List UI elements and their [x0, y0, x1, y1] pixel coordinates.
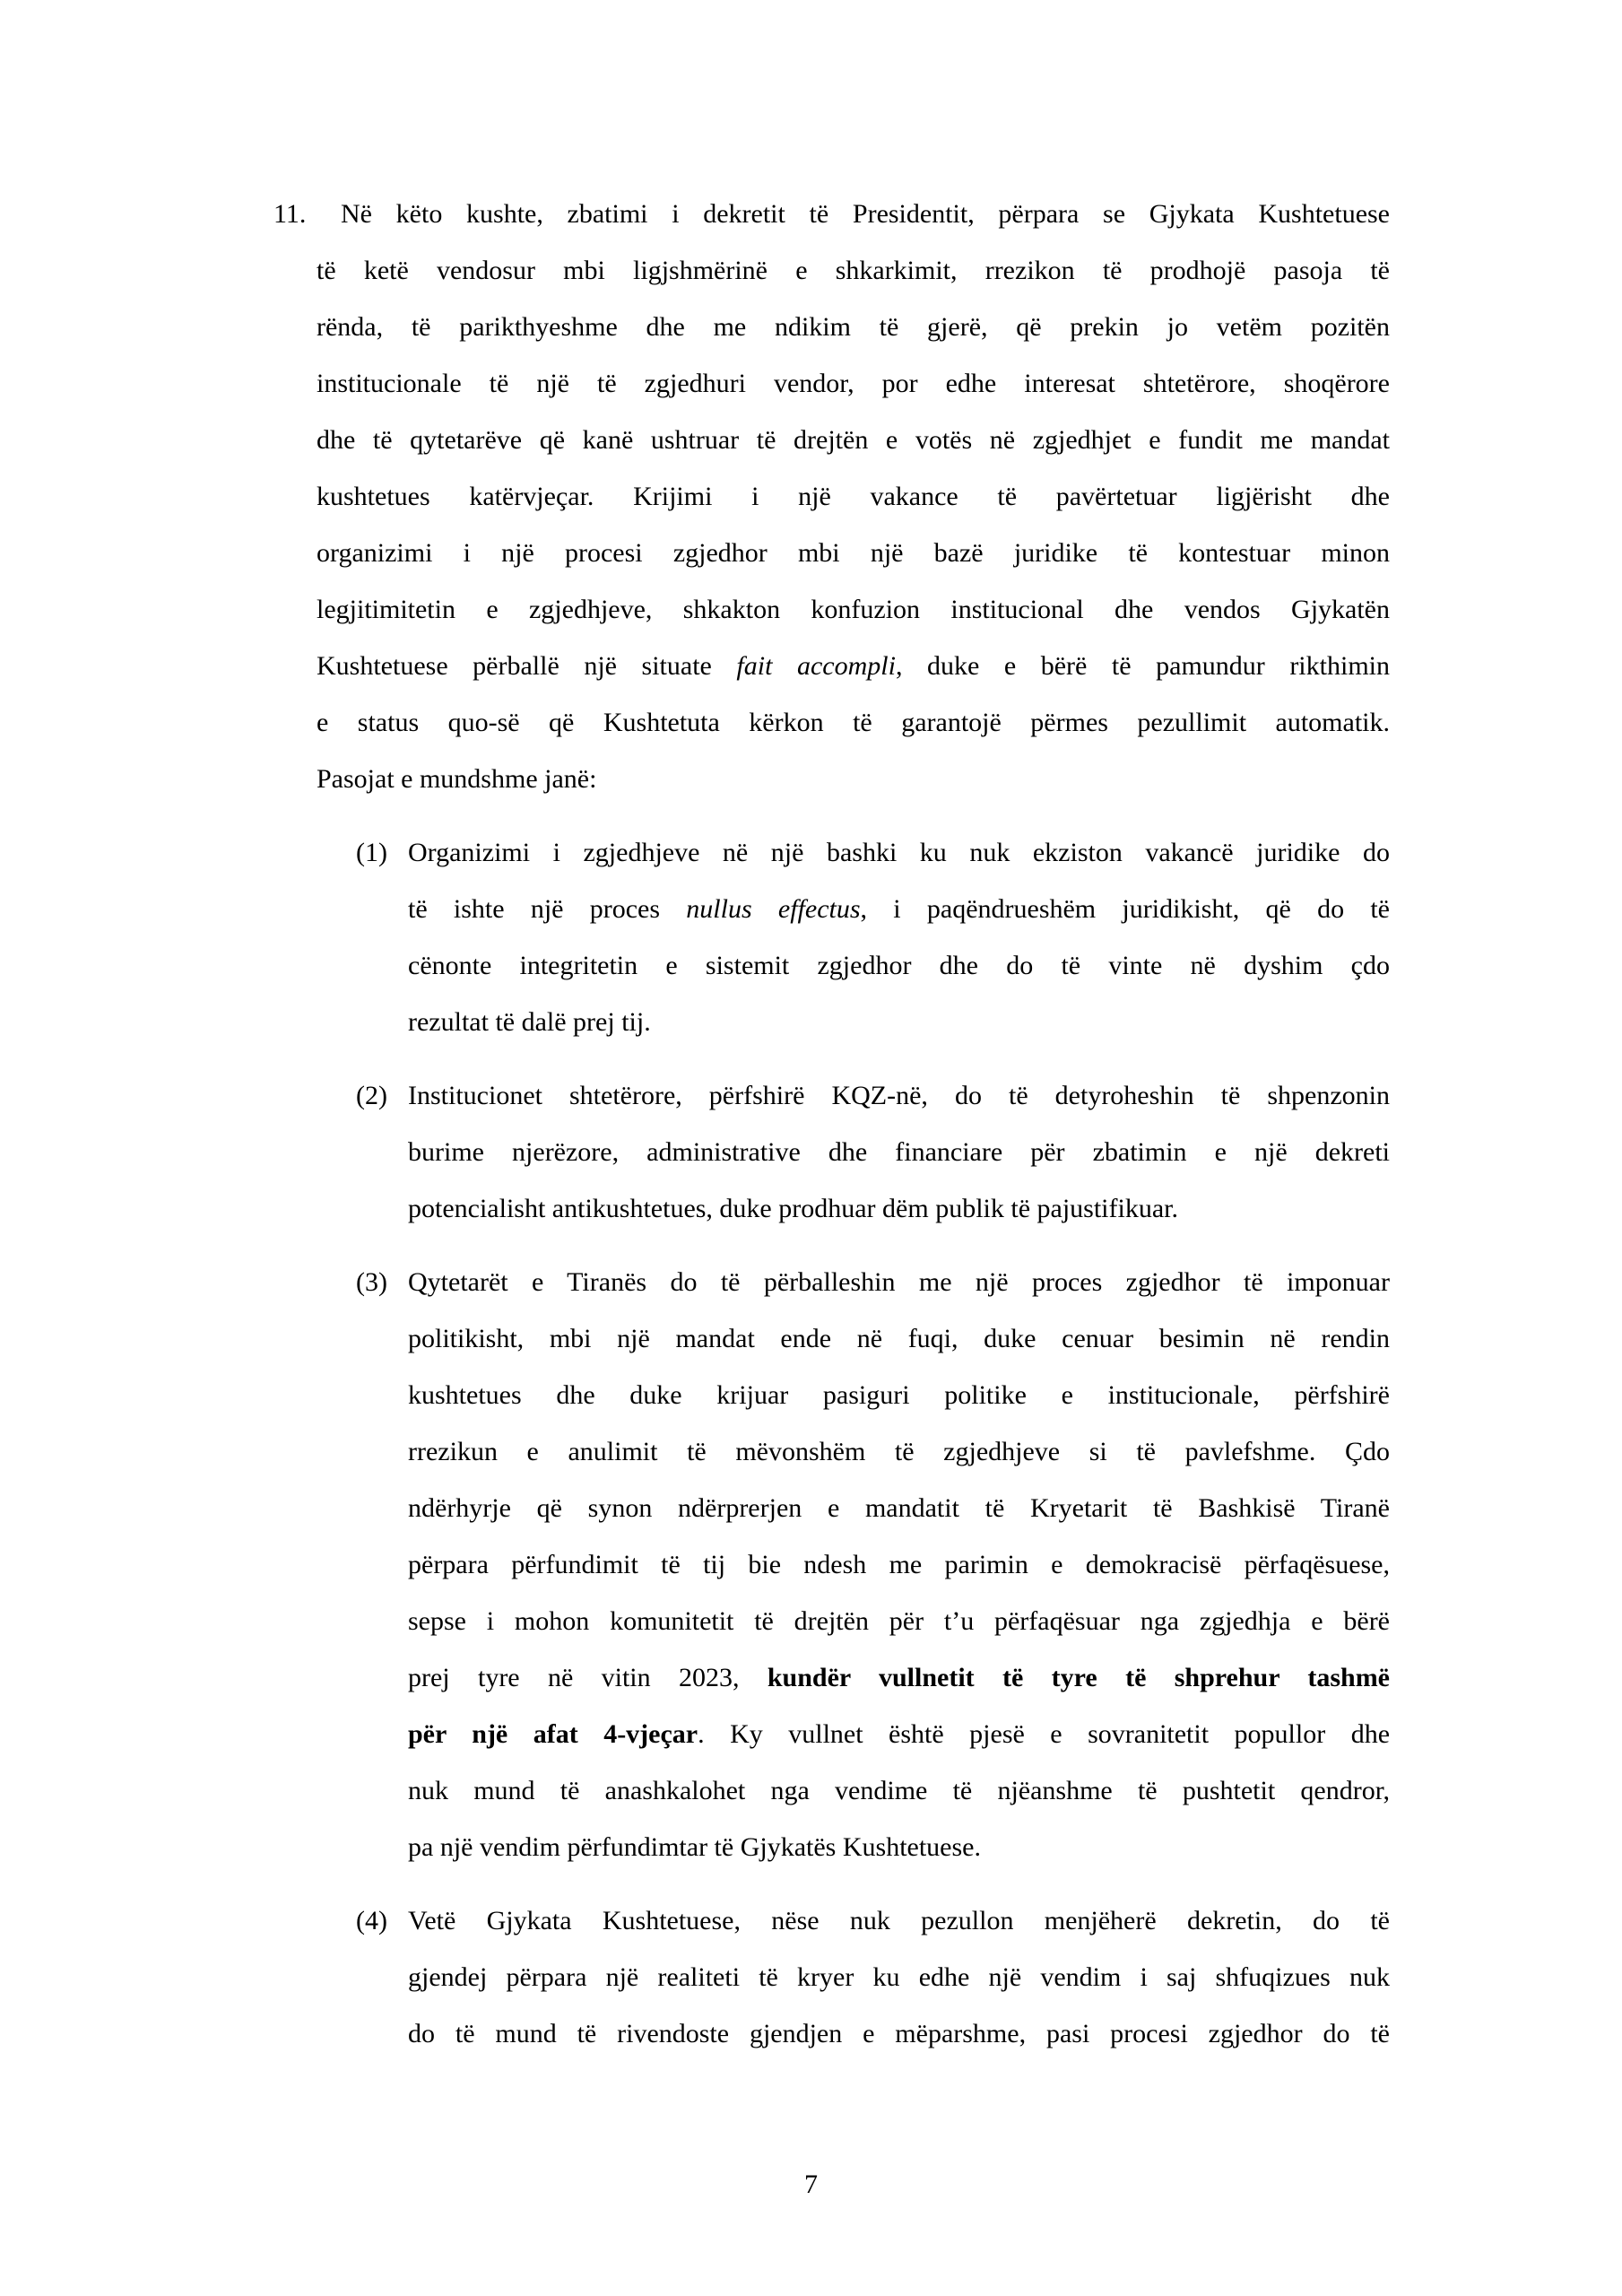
text-segment: gjendej përpara një realiteti të kryer ku edhe një vendim i saj shfuqizues nuk: [408, 1962, 1390, 1992]
text-segment: Organizimi i zgjedhjeve në një bashki ku nuk ekziston vakancë juridike do: [408, 838, 1390, 867]
text-line: [317, 186, 1390, 242]
italic-text-segment: nullus effectus: [686, 894, 861, 924]
text-line: [408, 1180, 1390, 1237]
text-line: [408, 1367, 1390, 1423]
text-segment: Pasojat e mundshme janë:: [317, 764, 597, 794]
text-line: [317, 299, 1390, 355]
list-item-marker: (2): [356, 1081, 387, 1110]
text-line: [408, 1593, 1390, 1649]
text-segment: pa një vendim përfundimtar të Gjykatës Kushtetuese.: [408, 1832, 981, 1862]
list-item: [356, 1254, 1390, 1875]
list-item: [356, 824, 1390, 1050]
text-line: [317, 468, 1390, 525]
list-item-marker: (1): [356, 838, 387, 867]
text-segment: , i paqëndrueshëm juridikisht, që do të: [860, 894, 1390, 924]
text-segment: do të mund të rivendoste gjendjen e mëparshme, pasi procesi zgjedhor do të: [408, 2019, 1390, 2048]
text-line: [408, 1480, 1390, 1536]
list-item-marker: (4): [356, 1906, 387, 1935]
text-line: [408, 1536, 1390, 1593]
text-segment: politikisht, mbi një mandat ende në fuqi, duke cenuar besimin në rendin: [408, 1324, 1390, 1353]
list-item: [273, 186, 1390, 807]
text-segment: rënda, të parikthyeshme dhe me ndikim të gjerë, që prekin jo vetëm pozitën: [317, 312, 1390, 342]
text-line: [317, 525, 1390, 581]
text-segment: potencialisht antikushtetues, duke prodhuar dëm publik të pajustifikuar.: [408, 1194, 1178, 1223]
text-segment: e status quo-së që Kushtetuta kërkon të garantojë përmes pezullimit automatik.: [317, 708, 1390, 737]
text-segment: të ketë vendosur mbi ligjshmërinë e shkarkimit, rrezikon të prodhojë pasoja të: [317, 256, 1390, 285]
text-line: [317, 242, 1390, 299]
page-number: 7: [804, 2170, 818, 2199]
text-line: [408, 1310, 1390, 1367]
text-line: [317, 355, 1390, 412]
bold-text-segment: për një afat 4-vjeçar: [408, 1719, 698, 1749]
text-line: [408, 937, 1390, 994]
text-line: [408, 1892, 1390, 1949]
text-segment: . Ky vullnet është pjesë e sovranitetit popullor dhe: [698, 1719, 1390, 1749]
text-line: [317, 638, 1390, 694]
text-segment: ndërhyrje që synon ndërprerjen e mandatit të Kryetarit të Bashkisë Tiranë: [408, 1493, 1390, 1523]
text-line: [408, 1254, 1390, 1310]
text-segment: Qytetarët e Tiranës do të përballeshin me një proces zgjedhor të imponuar: [408, 1267, 1390, 1297]
text-segment: institucionale të një të zgjedhuri vendor, por edhe interesat shtetërore, shoqërore: [317, 369, 1390, 398]
text-segment: kushtetues katërvjeçar. Krijimi i një vakance të pavërtetuar ligjërisht dhe: [317, 482, 1390, 511]
text-segment: Në këto kushte, zbatimi i dekretit të Presidentit, përpara se Gjykata Kushtetuese: [341, 199, 1390, 229]
text-segment: rezultat të dalë prej tij.: [408, 1007, 651, 1037]
text-line: [408, 1423, 1390, 1480]
text-segment: legjitimitetin e zgjedhjeve, shkakton konfuzion institucional dhe vendos Gjykatën: [317, 595, 1390, 624]
text-line: [408, 1819, 1390, 1875]
list-item: [356, 1067, 1390, 1237]
text-segment: të ishte një proces: [408, 894, 687, 924]
list-item-marker: 11.: [273, 199, 307, 229]
text-segment: kushtetues dhe duke krijuar pasiguri politike e institucionale, përfshirë: [408, 1380, 1390, 1410]
text-segment: Institucionet shtetërore, përfshirë KQZ-në, do të detyroheshin të shpenzonin: [408, 1081, 1390, 1110]
text-segment: prej tyre në vitin 2023,: [408, 1663, 768, 1692]
text-line: [408, 1067, 1390, 1124]
text-segment: burime njerëzore, administrative dhe financiare për zbatimin e një dekreti: [408, 1137, 1390, 1167]
text-line: [317, 412, 1390, 468]
italic-text-segment: fait accompli: [736, 651, 896, 681]
document-body: [0, 186, 1622, 2062]
text-segment: rrezikun e anulimit të mëvonshëm të zgjedhjeve si të pavlefshme. Çdo: [408, 1437, 1390, 1466]
text-line: [317, 694, 1390, 751]
text-segment: dhe të qytetarëve që kanë ushtruar të drejtën e votës në zgjedhjet e fundit me mandat: [317, 425, 1390, 455]
text-line: [408, 1124, 1390, 1180]
text-line: [408, 824, 1390, 881]
text-segment: sepse i mohon komunitetit të drejtën për t’u përfaqësuar nga zgjedhja e bërë: [408, 1606, 1390, 1636]
text-line: [408, 2005, 1390, 2062]
text-segment: cënonte integritetin e sistemit zgjedhor dhe do të vinte në dyshim çdo: [408, 951, 1390, 980]
text-segment: organizimi i një procesi zgjedhor mbi një bazë juridike të kontestuar minon: [317, 538, 1390, 568]
text-segment: Kushtetuese përballë një situate: [317, 651, 737, 681]
text-line: [408, 1649, 1390, 1706]
text-segment: Vetë Gjykata Kushtetuese, nëse nuk pezullon menjëherë dekretin, do të: [408, 1906, 1390, 1935]
text-line: [408, 994, 1390, 1050]
text-line: [408, 1762, 1390, 1819]
text-segment: , duke e bërë të pamundur rikthimin: [895, 651, 1390, 681]
text-line: [317, 581, 1390, 638]
text-line: [408, 1949, 1390, 2005]
text-segment: përpara përfundimit të tij bie ndesh me parimin e demokracisë përfaqësuese,: [408, 1550, 1390, 1579]
list-item-marker: (3): [356, 1267, 387, 1297]
list-item: [356, 1892, 1390, 2062]
bold-text-segment: kundër vullnetit të tyre të shprehur tashmë: [767, 1663, 1390, 1692]
text-segment: nuk mund të anashkalohet nga vendime të njëanshme të pushtetit qendror,: [408, 1776, 1390, 1805]
text-line: [408, 881, 1390, 937]
text-line: [317, 751, 1390, 807]
text-line: [408, 1706, 1390, 1762]
